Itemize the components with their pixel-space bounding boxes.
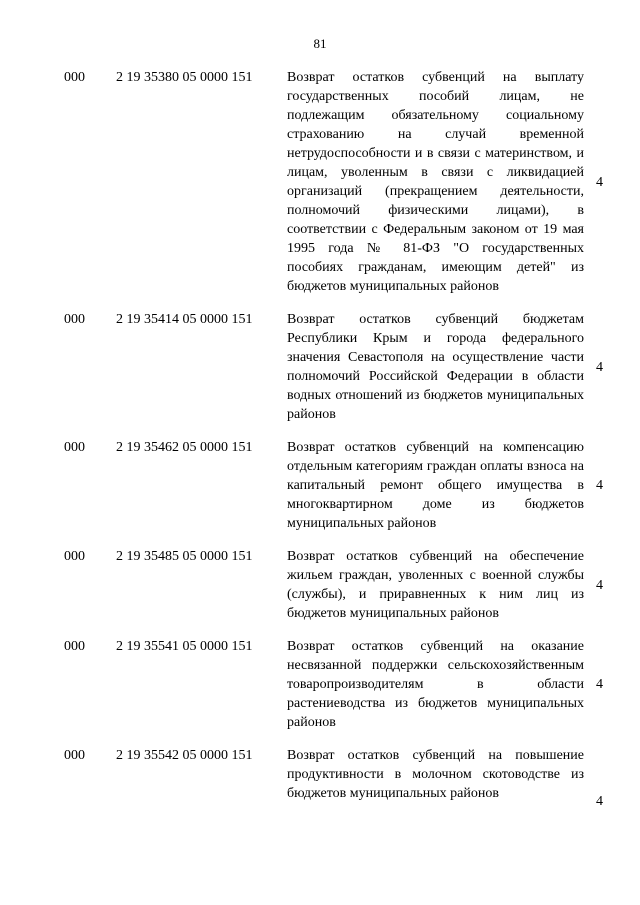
admin-code: 000 [64, 440, 85, 455]
page-number: 81 [313, 36, 327, 51]
table-row [0, 637, 640, 732]
admin-code: 000 [64, 549, 85, 564]
level-value: 4 [596, 577, 603, 593]
table-row [0, 746, 640, 809]
table-row [0, 547, 640, 623]
budget-classification-code: 2 19 35541 05 0000 151 [116, 639, 253, 654]
admin-code: 000 [64, 748, 85, 763]
table-row [0, 68, 640, 296]
budget-classification-code: 2 19 35414 05 0000 151 [116, 312, 253, 327]
code-description: Возврат остатков субвенций на оказание несвязанной поддержки сельскохозяйственным товаропроизводителям в области растениеводства из бюджетов муниципальных районов [287, 639, 584, 730]
code-description: Возврат остатков субвенций бюджетам Республики Крым и города федерального значения Севастополя на осуществление части полномочий Российской Федерации в области водных отношений из бюджетов муниципальных районов [287, 312, 584, 422]
budget-classification-code: 2 19 35542 05 0000 151 [116, 748, 253, 763]
table-row [0, 438, 640, 533]
budget-classification-code: 2 19 35380 05 0000 151 [116, 70, 253, 85]
code-description: Возврат остатков субвенций на обеспечение жильем граждан, уволенных с военной службы (службы), и приравненных к ним лиц из бюджетов муниципальных районов [287, 549, 584, 621]
level-value: 4 [596, 794, 603, 809]
admin-code: 000 [64, 312, 85, 327]
budget-code-table [0, 68, 640, 817]
code-description: Возврат остатков субвенций на компенсацию отдельным категориям граждан оплаты взноса на капитальный ремонт общего имущества в многоквартирном доме из бюджетов муниципальных районов [287, 440, 584, 531]
level-value: 4 [596, 174, 603, 190]
level-value: 4 [596, 359, 603, 375]
admin-code: 000 [64, 639, 85, 654]
code-description: Возврат остатков субвенций на повышение продуктивности в молочном скотоводстве из бюджетов муниципальных районов [287, 748, 584, 801]
level-value: 4 [596, 677, 603, 692]
code-description: Возврат остатков субвенций на выплату государственных пособий лицам, не подлежащим обязательному социальному страхованию на случай временной нетрудоспособности и в связи с материнством, и лицам, уволенным в связи с ликвидацией организаций (прекращением деятельности, полномочий физическими лицами), в соответствии с Федеральным законом от 19 мая 1995 года № 81-ФЗ "О государственных пособиях гражданам, имеющим детей" из бюджетов муниципальных районов [287, 70, 584, 294]
admin-code: 000 [64, 70, 85, 85]
budget-classification-code: 2 19 35462 05 0000 151 [116, 440, 253, 455]
table-row [0, 310, 640, 424]
level-value: 4 [596, 478, 603, 493]
budget-classification-code: 2 19 35485 05 0000 151 [116, 549, 253, 564]
